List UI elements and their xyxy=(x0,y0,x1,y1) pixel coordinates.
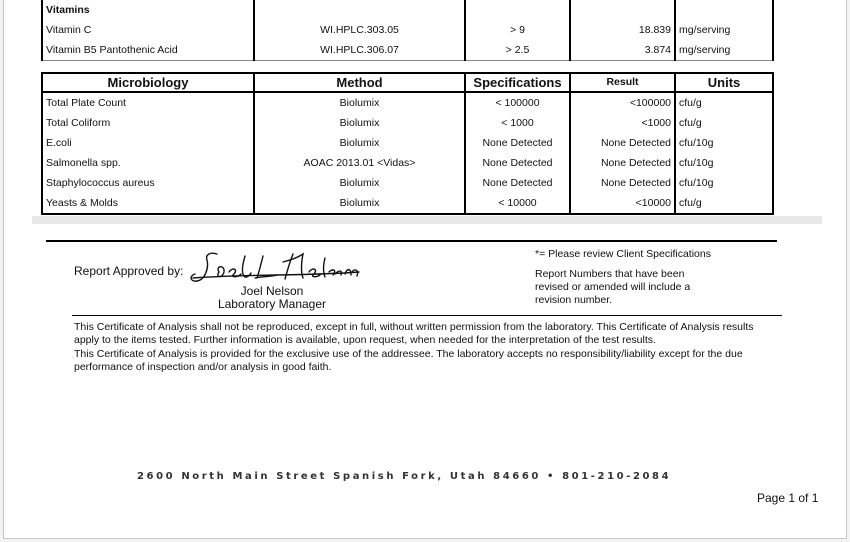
section-divider-band xyxy=(32,216,822,224)
result-cell: None Detected xyxy=(570,173,675,193)
units-cell: cfu/g xyxy=(675,113,773,133)
signatory-name: Joel Nelson xyxy=(240,284,304,298)
lab-address: 2600 North Main Street Spanish Fork, Utah 84660 • 801-210-2084 xyxy=(137,471,672,482)
result-cell: None Detected xyxy=(570,153,675,173)
units-cell: cfu/10g xyxy=(675,153,773,173)
method-cell: Biolumix xyxy=(254,113,465,133)
signature-image xyxy=(187,248,362,288)
analyte-name: Yeasts & Molds xyxy=(42,193,254,214)
analyte-name: Total Coliform xyxy=(42,113,254,133)
table-row xyxy=(42,133,773,153)
signatory-title: Laboratory Manager xyxy=(217,297,327,311)
table-row xyxy=(42,173,773,193)
spec-cell: > 2.5 xyxy=(465,40,570,61)
units-cell: cfu/g xyxy=(675,92,773,113)
page-number: Page 1 of 1 xyxy=(757,491,819,505)
spec-cell: < 10000 xyxy=(465,193,570,214)
table-row xyxy=(42,0,773,20)
spec-cell: < 100000 xyxy=(465,92,570,113)
signatory-block xyxy=(192,285,352,311)
header-microbiology: Microbiology xyxy=(42,73,254,92)
disclaimer-paragraph: This Certificate of Analysis is provided for the exclusive use of the addressee. The laboratory accepts no responsibility/liability except for the due performance of inspection and/or analysis in good faith. xyxy=(74,347,743,373)
result-cell: <1000 xyxy=(570,113,675,133)
disclaimer-block xyxy=(74,321,774,374)
table-row xyxy=(42,113,773,133)
header-method: Method xyxy=(254,73,465,92)
units-cell: cfu/g xyxy=(675,193,773,214)
header-units: Units xyxy=(675,73,773,92)
analyte-name: Salmonella spp. xyxy=(42,153,254,173)
units-cell: mg/serving xyxy=(675,20,773,40)
method-cell: WI.HPLC.306.07 xyxy=(254,40,465,61)
vitamins-table xyxy=(41,0,774,61)
analyte-name: Total Plate Count xyxy=(42,92,254,113)
analyte-name: E.coli xyxy=(42,133,254,153)
spec-cell: None Detected xyxy=(465,153,570,173)
divider-line xyxy=(72,315,782,316)
disclaimer-paragraph: This Certificate of Analysis shall not be reproduced, except in full, without written permission from the laboratory. This Certificate of Analysis results apply to the items tested. Further information is available, upon request, when needed for the interpretation of the test results. xyxy=(74,321,754,347)
section-label: Vitamins xyxy=(42,0,254,20)
header-specifications: Specifications xyxy=(465,73,570,92)
table-row xyxy=(42,20,773,40)
method-cell: Biolumix xyxy=(254,193,465,214)
table-row xyxy=(42,193,773,214)
table-row xyxy=(42,40,773,61)
result-cell: None Detected xyxy=(570,133,675,153)
analyte-name: Vitamin B5 Pantothenic Acid xyxy=(42,40,254,61)
spec-cell: None Detected xyxy=(465,133,570,153)
divider-line xyxy=(46,240,777,242)
microbiology-table xyxy=(41,72,774,215)
result-cell: 3.874 xyxy=(570,40,675,61)
result-cell: <100000 xyxy=(570,92,675,113)
method-cell: AOAC 2013.01 <Vidas> xyxy=(254,153,465,173)
analyte-name: Vitamin C xyxy=(42,20,254,40)
units-cell: cfu/10g xyxy=(675,133,773,153)
method-cell: Biolumix xyxy=(254,133,465,153)
table-row xyxy=(42,153,773,173)
spec-cell: < 1000 xyxy=(465,113,570,133)
header-result: Result xyxy=(570,73,675,92)
analyte-name: Staphylococcus aureus xyxy=(42,173,254,193)
result-cell: 18.839 xyxy=(570,20,675,40)
spec-cell: None Detected xyxy=(465,173,570,193)
spec-cell: > 9 xyxy=(465,20,570,40)
client-spec-note: *= Please review Client Specifications xyxy=(535,248,711,260)
table-header-row xyxy=(42,73,773,92)
method-cell: Biolumix xyxy=(254,173,465,193)
method-cell: Biolumix xyxy=(254,92,465,113)
units-cell: mg/serving xyxy=(675,40,773,61)
certificate-page xyxy=(3,0,847,539)
approved-by-label: Report Approved by: xyxy=(74,264,184,278)
units-cell: cfu/10g xyxy=(675,173,773,193)
amended-report-note: Report Numbers that have been revised or amended will include a revision number. xyxy=(535,268,691,306)
table-row xyxy=(42,92,773,113)
result-cell: <10000 xyxy=(570,193,675,214)
method-cell: WI.HPLC.303.05 xyxy=(254,20,465,40)
